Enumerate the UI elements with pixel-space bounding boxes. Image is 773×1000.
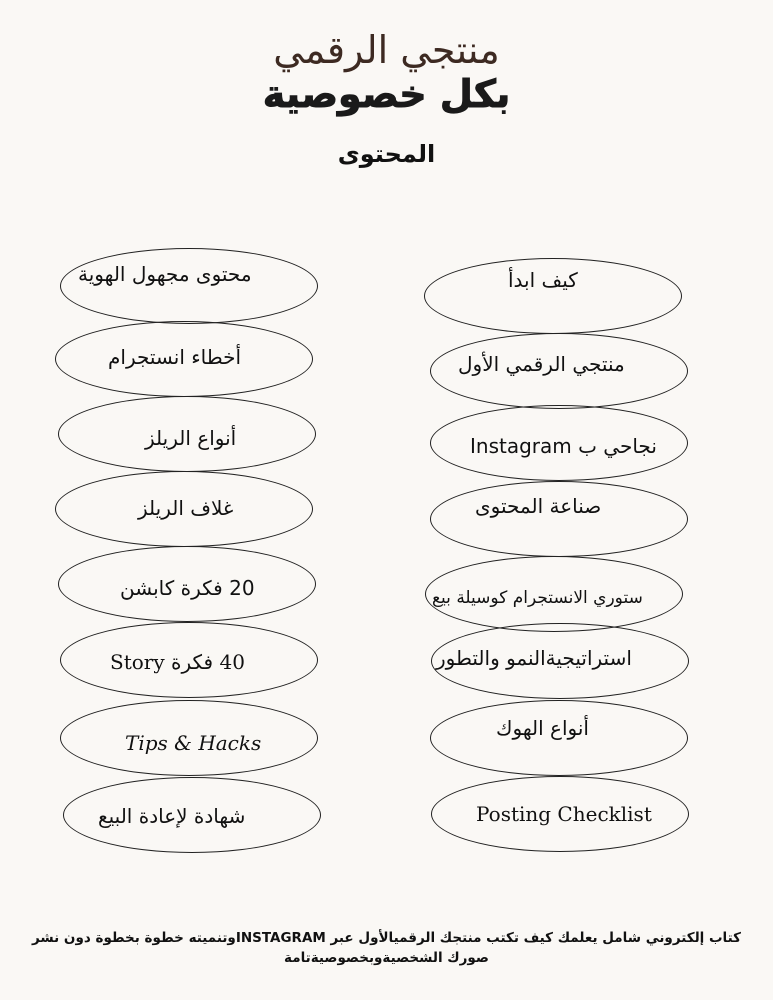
content-item-label: 20 فكرة كابشن (120, 576, 255, 600)
content-item-anonymous-content (60, 248, 318, 324)
section-title: المحتوى (337, 140, 436, 168)
page-title: منتجي الرقمي (273, 28, 500, 72)
content-item-label: ستوري الانستجرام كوسيلة بيع (432, 588, 643, 608)
content-item-label: أنواع الريلز (145, 426, 237, 450)
page-subtitle: بكل خصوصية (262, 72, 511, 116)
content-item-label: Posting Checklist (476, 802, 652, 826)
content-item-label: أنواع الهوك (496, 716, 589, 740)
content-item-label: شهادة لإعادة البيع (98, 804, 246, 828)
content-item-label: محتوى مجهول الهوية (78, 262, 252, 286)
content-item-label: كيف ابدأ (508, 268, 578, 292)
content-item-content-creation (430, 481, 688, 557)
footer-line-2: صورك الشخصيةوبخصوصيةتامة (284, 950, 489, 966)
content-item-label: أخطاء انستجرام (108, 345, 242, 369)
content-item-label: نجاحي ب Instagram (470, 434, 657, 458)
content-item-label: استراتيجيةالنمو والتطور (436, 646, 632, 670)
footer-description (30, 928, 743, 968)
footer-line-1: كتاب إلكتروني شامل يعلمك كيف تكتب منتجك الرقميالأول عبر INSTAGRAMوتنميته خطوة بخطوة دون نشر (32, 930, 741, 946)
content-item-label: صناعة المحتوى (475, 494, 602, 518)
content-item-label: 40 فكرة Story (110, 650, 245, 674)
content-item-label: غلاف الريلز (138, 496, 234, 520)
content-item-label: Tips & Hacks (125, 731, 262, 755)
content-item-label: منتجي الرقمي الأول (458, 352, 625, 376)
